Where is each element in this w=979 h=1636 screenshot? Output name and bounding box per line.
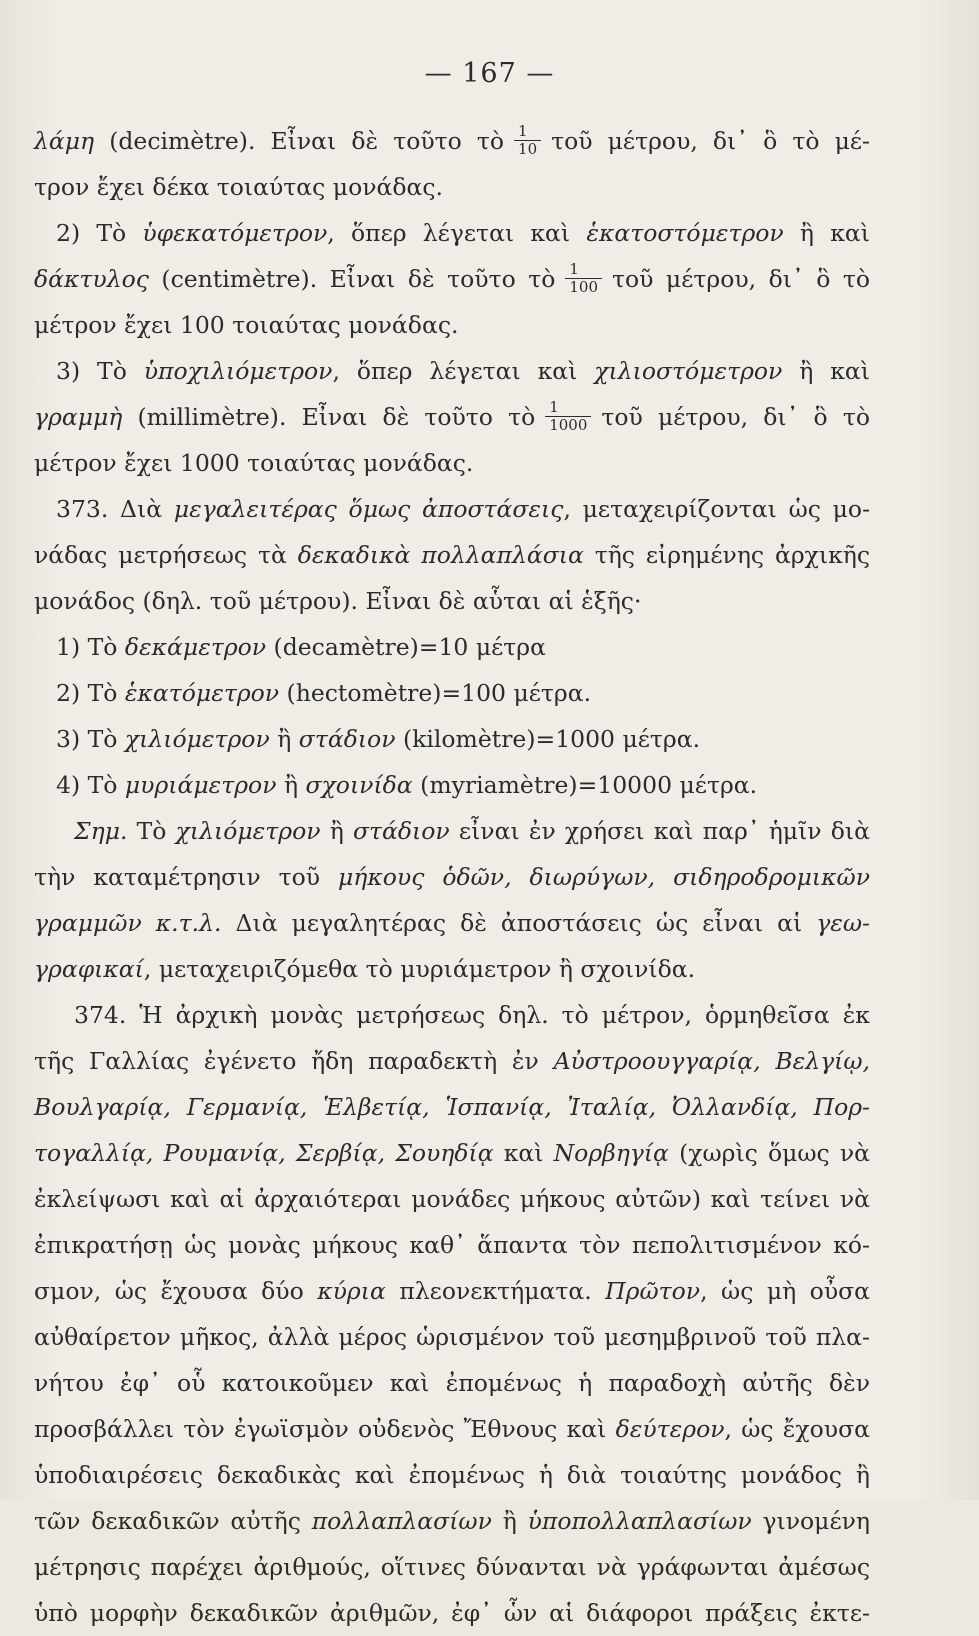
text-span: (χωρὶς ὅμως νὰ [668, 1139, 870, 1167]
text-span: 2) Τὸ [56, 679, 125, 707]
text-span: ὑποδιαιρέσεις δεκαδικὰς καὶ ἐπομένως ἡ διὰ τοιαύτης μονάδος ἢ [34, 1461, 870, 1489]
text-span: , ὡς μὴ οὖσα [700, 1277, 871, 1305]
text-span: (millimètre). Εἶναι δὲ τοῦτο τὸ [122, 403, 536, 431]
term-italic: γραμμὴ [34, 403, 123, 431]
text-line [34, 1452, 870, 1498]
text-span: 2) Τὸ [56, 219, 143, 247]
term-italic: κύρια [317, 1277, 386, 1305]
term-italic: γραμμῶν κ.τ.λ. [34, 909, 222, 937]
fraction [545, 399, 591, 434]
text-line [34, 1268, 870, 1314]
text-span: προσβάλλει τὸν ἐγωϊσμὸν οὐδενὸς Ἔθνους καὶ [34, 1415, 616, 1443]
text-line [34, 302, 870, 348]
text-line [34, 854, 870, 900]
text-span: τοῦ μέτρου, δι᾽ ὃ τὸ μέ- [551, 127, 870, 155]
term-italic: γραφικαί [34, 955, 144, 983]
text-line [34, 1314, 870, 1360]
term-italic: Βουλγαρίᾳ, Γερμανίᾳ, Ἑλβετίᾳ, Ἱσπανίᾳ, Ἰταλίᾳ, Ὀλλανδίᾳ, Πορ- [34, 1093, 870, 1121]
text-span: τῆς Γαλλίας ἐγένετο ἤδη παραδεκτὴ ἐν [34, 1047, 554, 1075]
text-span: , μεταχειρίζονται ὡς μο- [563, 495, 871, 523]
text-line [34, 532, 870, 578]
text-line [34, 1038, 870, 1084]
text-line [34, 394, 870, 440]
text-span: ἢ [276, 771, 306, 799]
term-italic: δεκαδικὰ πολλαπλάσια [297, 541, 584, 569]
fraction-denominator: 10 [514, 140, 541, 158]
text-span: τὴν καταμέτρησιν τοῦ [34, 863, 339, 891]
text-span: Διὰ μεγαλητέρας δὲ ἀποστάσεις ὡς εἶναι αἱ [221, 909, 817, 937]
text-span: μέτρον ἔχει 1000 τοιαύτας μονάδας. [34, 449, 474, 477]
text-span: 374. Ἡ ἀρχικὴ μονὰς μετρήσεως δηλ. τὸ μέτρον, ὁρμηθεῖσα ἐκ [74, 1001, 870, 1029]
text-line [34, 624, 870, 670]
term-italic: στάδιον [298, 725, 396, 753]
text-line [34, 1544, 870, 1590]
text-line [34, 1176, 870, 1222]
text-span: γινομένη [751, 1507, 870, 1535]
text-line [34, 670, 870, 716]
text-line [34, 440, 870, 486]
text-span: (centimètre). Εἶναι δὲ τοῦτο τὸ [148, 265, 556, 293]
text-span: 373. Διὰ [56, 495, 174, 523]
text-span: ἢ [320, 817, 353, 845]
text-span: ἐπικρατήσῃ ὡς μονὰς μήκους καθ᾽ ἅπαντα τὸν πεπολιτισμένον κό- [34, 1231, 870, 1259]
text-line [34, 716, 870, 762]
text-span: (decimètre). Εἶναι δὲ τοῦτο τὸ [94, 127, 505, 155]
text-span: μέτρησις παρέχει ἀριθμούς, οἵτινες δύνανται νὰ γράφωνται ἀμέσως [34, 1553, 870, 1581]
term-italic: πολλαπλασίων [311, 1507, 492, 1535]
text-line [34, 1222, 870, 1268]
text-line [34, 256, 870, 302]
term-italic: δάκτυλος [34, 265, 149, 293]
text-span: , μεταχειριζόμεθα τὸ μυριάμετρον ἢ σχοινίδα. [143, 955, 696, 983]
text-span: πλεονεκτήματα. [385, 1277, 606, 1305]
fraction [565, 261, 602, 296]
term-italic: Νορβηγίᾳ [553, 1139, 669, 1167]
text-line [34, 1084, 870, 1130]
text-span: (decamètre)=10 μέτρα [266, 633, 546, 661]
term-italic: σχοινίδα [305, 771, 413, 799]
term-italic: μεγαλειτέρας ὅμως ἀποστάσεις [173, 495, 564, 523]
text-span: τῶν δεκαδικῶν αὐτῆς [34, 1507, 312, 1535]
term-italic: Πρῶτον [605, 1277, 701, 1305]
term-italic: ὑφεκατόμετρον [142, 219, 328, 247]
text-span: (myriamètre)=10000 μέτρα. [412, 771, 758, 799]
text-line [34, 992, 870, 1038]
text-line [34, 1498, 870, 1544]
fraction-numerator: 1 [549, 398, 559, 416]
text-span: (hectomètre)=100 μέτρα. [279, 679, 592, 707]
term-italic: ἑκατόμετρον [124, 679, 280, 707]
fraction-denominator: 100 [565, 278, 602, 296]
text-span: ἢ [491, 1507, 528, 1535]
text-span: (kilomètre)=1000 μέτρα. [395, 725, 701, 753]
text-span: νάδας μετρήσεως τὰ [34, 541, 298, 569]
text-span: 3) Τὸ [56, 725, 125, 753]
text-span: ὑπὸ μορφὴν δεκαδικῶν ἀριθμῶν, ἐφ᾽ ὧν αἱ διάφοροι πράξεις ἐκτε- [34, 1599, 870, 1627]
fraction-numerator: 1 [569, 260, 579, 278]
text-line [34, 118, 870, 164]
text-span: 4) Τὸ [56, 771, 125, 799]
text-span: ἢ καὶ [783, 219, 870, 247]
term-italic: δεύτερον [615, 1415, 725, 1443]
term-italic: μυριάμετρον [124, 771, 277, 799]
text-span: τοῦ μέτρου, δι᾽ ὃ τὸ [601, 403, 870, 431]
term-italic: χιλιόμετρον [175, 817, 321, 845]
text-span: σμον, ὡς ἔχουσα δύο [34, 1277, 318, 1305]
text-span: νήτου ἐφ᾽ οὗ κατοικοῦμεν καὶ ἐπομένως ἡ παραδοχὴ αὐτῆς δὲν [34, 1369, 870, 1397]
term-italic: χιλιόμετρον [124, 725, 270, 753]
term-italic: τογαλλίᾳ, Ρουμανίᾳ, Σερβίᾳ, Σουηδίᾳ [34, 1139, 494, 1167]
term-italic: χιλιοστόμετρον [594, 357, 783, 385]
text-span: τοῦ μέτρου, δι᾽ ὃ τὸ [612, 265, 870, 293]
text-span: εἶναι ἐν χρήσει καὶ παρ᾽ ἡμῖν διὰ [449, 817, 870, 845]
body-text [34, 118, 870, 1636]
term-italic: μήκους ὁδῶν, διωρύγων, σιδηροδρομικῶν [338, 863, 870, 891]
text-span: ἢ [269, 725, 299, 753]
text-span: καὶ [493, 1139, 554, 1167]
text-span: τρον ἔχει δέκα τοιαύτας μονάδας. [34, 173, 444, 201]
text-line [34, 762, 870, 808]
text-line [34, 1590, 870, 1636]
term-italic: δεκάμετρον [124, 633, 267, 661]
term-italic: ὑποπολλαπλασίων [527, 1507, 752, 1535]
page-number: — 167 — [424, 58, 555, 89]
term-italic: στάδιον [352, 817, 450, 845]
text-line [34, 578, 870, 624]
text-line [34, 210, 870, 256]
text-span: , ὅπερ λέγεται καὶ [332, 357, 595, 385]
text-span: Τὸ [127, 817, 176, 845]
text-span: 1) Τὸ [56, 633, 125, 661]
term-italic: ἑκατοστόμετρον [586, 219, 784, 247]
text-line [34, 946, 870, 992]
term-italic: γεω- [816, 909, 870, 937]
text-line [34, 1360, 870, 1406]
text-line [34, 348, 870, 394]
text-span: μέτρον ἔχει 100 τοιαύτας μονάδας. [34, 311, 459, 339]
text-span: , ὡς ἔχουσα [724, 1415, 870, 1443]
fraction [514, 123, 541, 158]
text-line [34, 486, 870, 532]
text-span: 3) Τὸ [56, 357, 144, 385]
text-line [34, 1406, 870, 1452]
term-italic: Αὐστροουγγαρίᾳ, Βελγίῳ, [553, 1047, 870, 1075]
text-span: ἢ καὶ [782, 357, 870, 385]
text-span: , ὅπερ λέγεται καὶ [327, 219, 587, 247]
text-line [34, 808, 870, 854]
text-line [34, 1130, 870, 1176]
term-italic: λάμη [34, 127, 95, 155]
fraction-numerator: 1 [518, 122, 528, 140]
text-span: μονάδος (δηλ. τοῦ μέτρου). Εἶναι δὲ αὗται αἱ ἑξῆς· [34, 587, 642, 615]
text-span: ἐκλείψωσι καὶ αἱ ἀρχαιότεραι μονάδες μήκους αὐτῶν) καὶ τείνει νὰ [34, 1185, 870, 1213]
text-span: τῆς εἰρημένης ἀρχικῆς [583, 541, 871, 569]
text-line [34, 900, 870, 946]
text-span: αὐθαίρετον μῆκος, ἀλλὰ μέρος ὡρισμένον τοῦ μεσημβρινοῦ τοῦ πλα- [34, 1323, 870, 1351]
term-italic: ὑποχιλιόμετρον [143, 357, 333, 385]
text-line [34, 164, 870, 210]
term-italic: Σημ. [74, 817, 128, 845]
fraction-denominator: 1000 [545, 416, 591, 434]
